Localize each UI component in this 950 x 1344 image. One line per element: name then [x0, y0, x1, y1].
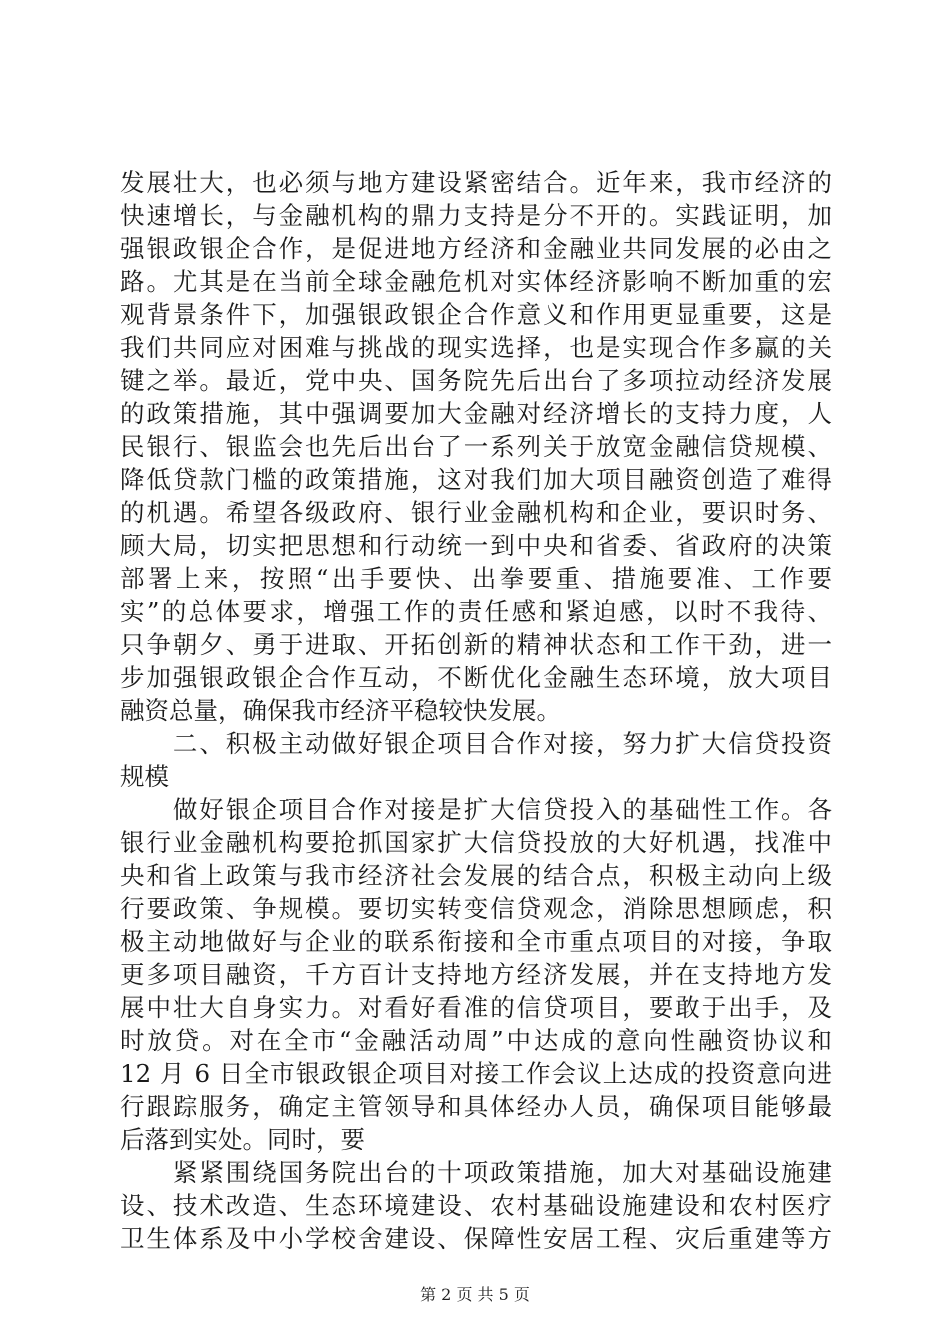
text-line: 紧紧围绕国务院出台的十项政策措施，加大对基础设施建: [120, 1158, 832, 1187]
text-line: 央和省上政策与我市经济社会发展的结合点，积极主动向上级: [120, 861, 832, 890]
text-line: 只争朝夕、勇于进取、开拓创新的精神状态和工作干劲，进一: [120, 630, 832, 659]
text-line: 观背景条件下，加强银政银企合作意义和作用更显重要，这是: [120, 300, 832, 329]
text-line: 民银行、银监会也先后出台了一系列关于放宽金融信贷规模、: [120, 432, 832, 461]
text-line: 行跟踪服务，确定主管领导和具体经办人员，确保项目能够最: [120, 1092, 832, 1121]
text-line: 的政策措施，其中强调要加大金融对经济增长的支持力度，人: [120, 399, 832, 428]
text-line: 部署上来，按照“出手要快、出拳要重、措施要准、工作要: [120, 564, 832, 593]
text-line: 快速增长，与金融机构的鼎力支持是分不开的。实践证明，加: [120, 201, 832, 230]
text-line: 行要政策、争规模。要切实转变信贷观念，消除思想顾虑，积: [120, 894, 832, 923]
text-line: 极主动地做好与企业的联系衔接和全市重点项目的对接，争取: [120, 927, 832, 956]
text-line: 强银政银企合作，是促进地方经济和金融业共同发展的必由之: [120, 234, 832, 263]
text-line: 卫生体系及中小学校舍建设、保障性安居工程、灾后重建等方: [120, 1224, 832, 1253]
text-line: 的机遇。希望各级政府、银行业金融机构和企业，要识时务、: [120, 498, 832, 527]
text-line: 时放贷。对在全市“金融活动周”中达成的意向性融资协议和: [120, 1026, 832, 1055]
text-line: 顾大局，切实把思想和行动统一到中央和省委、省政府的决策: [120, 531, 832, 560]
text-line: 降低贷款门槛的政策措施，这对我们加大项目融资创造了难得: [120, 465, 832, 494]
text-line: 做好银企项目合作对接是扩大信贷投入的基础性工作。各: [120, 795, 832, 824]
text-line: 实”的总体要求，增强工作的责任感和紧迫感，以时不我待、: [120, 597, 832, 626]
text-line: 后落到实处。同时，要: [120, 1125, 365, 1154]
text-line: 发展壮大，也必须与地方建设紧密结合。近年来，我市经济的: [120, 168, 832, 197]
text-line: 展中壮大自身实力。对看好看准的信贷项目，要敢于出手，及: [120, 993, 832, 1022]
text-line: 设、技术改造、生态环境建设、农村基础设施建设和农村医疗: [120, 1191, 832, 1220]
section-heading-line: 二、积极主动做好银企项目合作对接，努力扩大信贷投资: [120, 729, 832, 758]
text-line: 12 月 6 日全市银政银企项目对接工作会议上达成的投资意向进: [120, 1059, 832, 1088]
text-line: 我们共同应对困难与挑战的现实选择，也是实现合作多赢的关: [120, 333, 832, 362]
text-line: 键之举。最近，党中央、国务院先后出台了多项拉动经济发展: [120, 366, 832, 395]
text-line: 路。尤其是在当前全球金融危机对实体经济影响不断加重的宏: [120, 267, 832, 296]
text-line: 步加强银政银企合作互动，不断优化金融生态环境，放大项目: [120, 663, 832, 692]
page-footer: 第 2 页 共 5 页: [420, 1285, 530, 1304]
text-line: 融资总量，确保我市经济平稳较快发展。: [120, 696, 561, 725]
text-line: 更多项目融资，千方百计支持地方经济发展，并在支持地方发: [120, 960, 832, 989]
text-line: 银行业金融机构要抢抓国家扩大信贷投放的大好机遇，找准中: [120, 828, 832, 857]
body-text: [120, 166, 832, 1255]
section-heading-line: 规模: [120, 762, 169, 791]
